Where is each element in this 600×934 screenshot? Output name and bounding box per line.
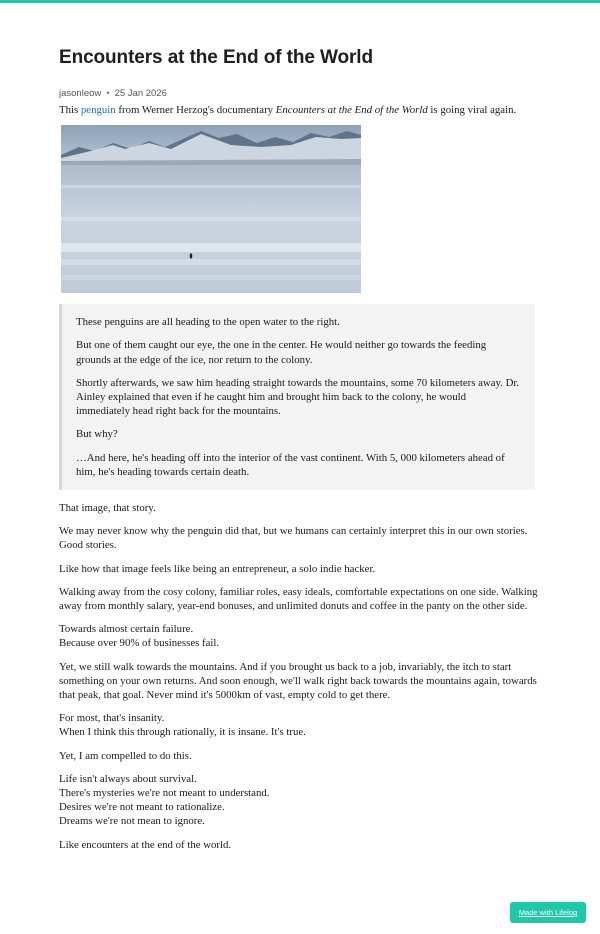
penguin-landscape-image (61, 125, 361, 293)
body-paragraph: That image, that story. (59, 502, 156, 515)
quote-paragraph: But one of them caught our eye, the one in the center. He would neither go towards the feeding grounds at the edge of the ice, nor return to the colony. (76, 339, 487, 366)
penguin-figure (190, 254, 193, 259)
quote-paragraph: …And here, he's heading off into the interior of the vast continent. With 5, 000 kilometers ahead of him, he's heading towards certain death. (76, 451, 505, 478)
body-paragraph: We may never know why the penguin did that, but we humans can certainly interpret this in our own stories. Good stories. (59, 525, 528, 552)
penguin-link[interactable]: penguin (80, 104, 116, 116)
body-paragraph: For most, that's insanity. When I think this through rationally, it is insane. It's true. (59, 712, 306, 739)
body-paragraph: Like encounters at the end of the world. (59, 838, 232, 851)
quote-paragraph: But why? (76, 428, 118, 441)
quote-block (59, 304, 535, 490)
post-meta (59, 87, 541, 101)
post-article (59, 44, 541, 861)
meta-separator-dot: • (106, 88, 110, 99)
body-paragraph: Towards almost certain failure. Because over 90% of businesses fail. (59, 623, 220, 650)
page-title: Encounters at the End of the World (59, 47, 373, 68)
post-date: 25 Jan 2026 (114, 88, 167, 99)
author-name[interactable]: jasonleow (59, 88, 102, 99)
film-title: Encounters at the End of the World (275, 104, 428, 116)
quote-paragraph: These penguins are all heading to the open water to the right. (76, 316, 340, 329)
body-paragraph: Like how that image feels like being an entrepreneur, a solo indie hacker. (59, 562, 376, 575)
body-paragraph: Life isn't always about survival. There's mysteries we're not meant to understand. Desires we're not meant to rationalize. Dreams we're not mean to ignore. (59, 772, 270, 828)
quote-paragraph: Shortly afterwards, we saw him heading straight towards the mountains, some 70 kilometers away. Dr. Ainley explained that even if he caught him and brought him back to the colony, he would immediately head right back for the mountains. (76, 376, 520, 418)
post-body (59, 501, 541, 852)
made-with-lifelog-button[interactable]: Made with Lifelog (510, 902, 586, 923)
top-accent-bar (0, 0, 600, 3)
intro-paragraph: This penguin from Werner Herzog's documentary Encounters at the End of the World is going viral again. (59, 104, 517, 116)
body-paragraph: Walking away from the cosy colony, familiar roles, easy ideals, comfortable expectations on one side. Walking away from monthly salary, year-end bonuses, and unlimited donuts and coffee in the panty on the other side. (59, 585, 538, 613)
body-paragraph: Yet, we still walk towards the mountains. And if you brought us back to a job, invariably, the itch to start something on your own returns. And soon enough, we'll walk right back towards the mountains again, towards that peak, that goal. Never mind it's 5000km of vast, empty cold to get there. (59, 660, 537, 702)
body-paragraph: Yet, I am compelled to do this. (59, 749, 192, 762)
